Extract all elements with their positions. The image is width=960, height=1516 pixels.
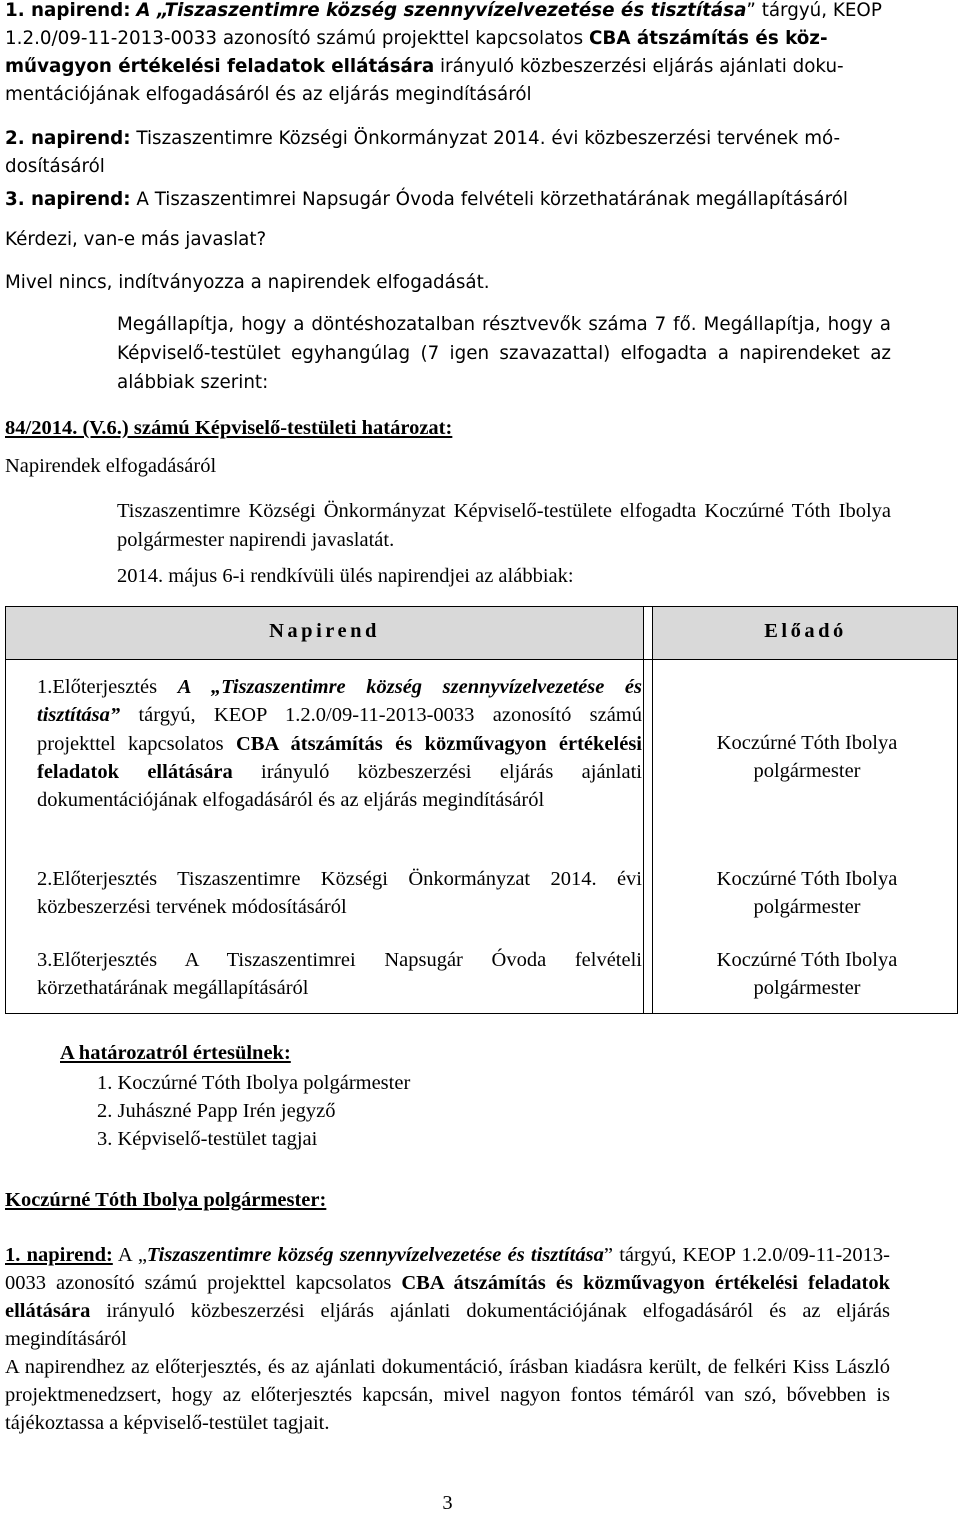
agenda-item-2-prefix: 2. napirend: — [5, 128, 131, 149]
agenda-item-1-open: A „ — [136, 0, 165, 21]
header-napirend: Napirend — [269, 620, 380, 642]
speaker-heading: Koczúrné Tóth Ibolya polgármester: — [5, 1189, 327, 1211]
row-1-presenter-title: polgármester — [753, 760, 861, 783]
speaker-item-b: ” tárgyú, KEOP 1.2.0/09-11-2013-0033 azonosító számú projekttel kapcsolatos — [5, 1244, 890, 1294]
row-1-bold: CBA átszámítás és közművagyon értékelési feladatok ellátására — [37, 732, 643, 783]
row-3-presenter-title: polgármester — [753, 977, 861, 1000]
agenda-item-1-title: Tiszaszentimre község szennyvízelvezetése és tisztítása — [164, 0, 747, 21]
agenda-item-3 — [5, 189, 890, 210]
speaker-item-title: Tiszaszentimre község szennyvízelvezetése és tisztítása — [146, 1244, 604, 1266]
row-1-title: A „Tiszaszentimre község szennyvízelvezetése és tisztítása” — [37, 676, 643, 727]
speaker-paragraph: A napirendhez az előterjesztés, és az ajánlati dokumentáció, írásban kiadásra került, de felkéri Kiss László projektmenedzsert, hogy az előterjesztés kapcsán, mivel nagyon fontos témáról van szó, bővebben is tájékoztassa a képviselő-testület tagjait. — [5, 1356, 890, 1434]
resolution-subject: Napirendek elfogadásáról — [5, 455, 217, 477]
agenda-item-1-rest-2: mentációjának elfogadásáról és az eljárás megindításáról — [5, 84, 532, 105]
table-row-3-presenter — [656, 946, 958, 1003]
agenda-item-1-close: ” tárgyú, KEOP 1.2.0/09-11-2013-0033 azonosító számú projekttel kapcsolatos — [5, 0, 882, 49]
notify-item: 1. Koczúrné Tóth Ibolya polgármester — [97, 1072, 411, 1094]
notify-heading: A határozatról értesülnek: — [60, 1042, 291, 1064]
row-3-presenter-name: Koczúrné Tóth Ibolya — [716, 949, 898, 971]
row-1-presenter-name: Koczúrné Tóth Ibolya — [716, 732, 898, 754]
table-row-1-presenter — [656, 729, 958, 786]
agenda-item-1-rest-1: irányuló közbeszerzési eljárás ajánlati doku- — [434, 56, 844, 77]
resolution-body: Tiszaszentimre Községi Önkormányzat Képviselő-testülete elfogadta Koczúrné Tóth Ibolya polgármester napirendi javaslatát. — [117, 500, 891, 551]
speaker-item-c: irányuló közbeszerzési eljárás ajánlati dokumentációjának elfogadásáról és az eljárás megindításáról — [5, 1300, 890, 1350]
header-eloado: Előadó — [764, 620, 847, 642]
finding-text: Megállapítja, hogy a döntéshozatalban résztvevők száma 7 fő. Megállapítja, hogy a Képviselő-testület egyhangúlag (7 igen szavazattal) elfogadta a napirendeket az alábbiak szerint: — [117, 314, 891, 393]
table-row-2-presenter — [656, 865, 958, 922]
agenda-item-1 — [5, 0, 890, 109]
row-2-presenter-name: Koczúrné Tóth Ibolya — [716, 868, 898, 890]
page-number: 3 — [442, 1492, 453, 1514]
speaker-item-bold: CBA átszámítás és közművagyon értékelési feladatok ellátására — [5, 1272, 890, 1322]
proposal-text: Mivel nincs, indítványozza a napirendek elfogadását. — [5, 272, 490, 293]
resolution-intro: 2014. május 6-i rendkívüli ülés napirendjei az alábbiak: — [117, 565, 574, 587]
row-1-mid: tárgyú, KEOP 1.2.0/09-11-2013-0033 azonosító számú projekttel kapcsolatos — [37, 704, 642, 755]
row-1-rest: irányuló közbeszerzési eljárás ajánlati dokumentációjának elfogadásáról és az eljárás megindításáról — [37, 760, 642, 812]
agenda-item-1-bold-2: művagyon értékelési feladatok ellátására — [5, 56, 435, 77]
agenda-item-1-bold: CBA átszámítás és köz- — [589, 28, 828, 49]
agenda-item-2-text: Tiszaszentimre Községi Önkormányzat 2014. évi közbeszerzési tervének mó- — [130, 128, 841, 149]
agenda-item-3-prefix: 3. napirend: — [5, 189, 131, 210]
speaker-item-a: A „ — [112, 1244, 147, 1266]
row-1-prefix: 1.Előterjesztés — [37, 676, 178, 698]
agenda-item-2-text-2: dosításáról — [5, 156, 105, 177]
speaker-item — [5, 1241, 890, 1353]
agenda-item-3-text: A Tiszaszentimrei Napsugár Óvoda felvételi körzethatárának megállapításáról — [130, 189, 849, 210]
speaker-item-prefix: 1. napirend: — [5, 1244, 113, 1266]
table-row-1-agenda — [37, 673, 642, 814]
agenda-table — [5, 606, 958, 1014]
notify-item: 2. Juhászné Papp Irén jegyző — [97, 1100, 336, 1122]
question-text: Kérdezi, van-e más javaslat? — [5, 229, 267, 250]
notify-list — [97, 1069, 410, 1153]
agenda-item-1-prefix: 1. napirend: — [5, 0, 131, 21]
table-row-2-agenda: 2.Előterjesztés Tiszaszentimre Községi Önkormányzat 2014. évi közbeszerzési tervének módosításáról — [37, 868, 642, 919]
agenda-item-2 — [5, 125, 890, 181]
resolution-number: 84/2014. (V.6.) számú Képviselő-testületi határozat: — [5, 417, 453, 439]
table-row-3-agenda: 3.Előterjesztés A Tiszaszentimrei Napsugár Óvoda felvételi körzethatárának megállapításáról — [37, 949, 642, 1000]
notify-item: 3. Képviselő-testület tagjai — [97, 1128, 318, 1150]
row-2-presenter-title: polgármester — [753, 896, 861, 919]
